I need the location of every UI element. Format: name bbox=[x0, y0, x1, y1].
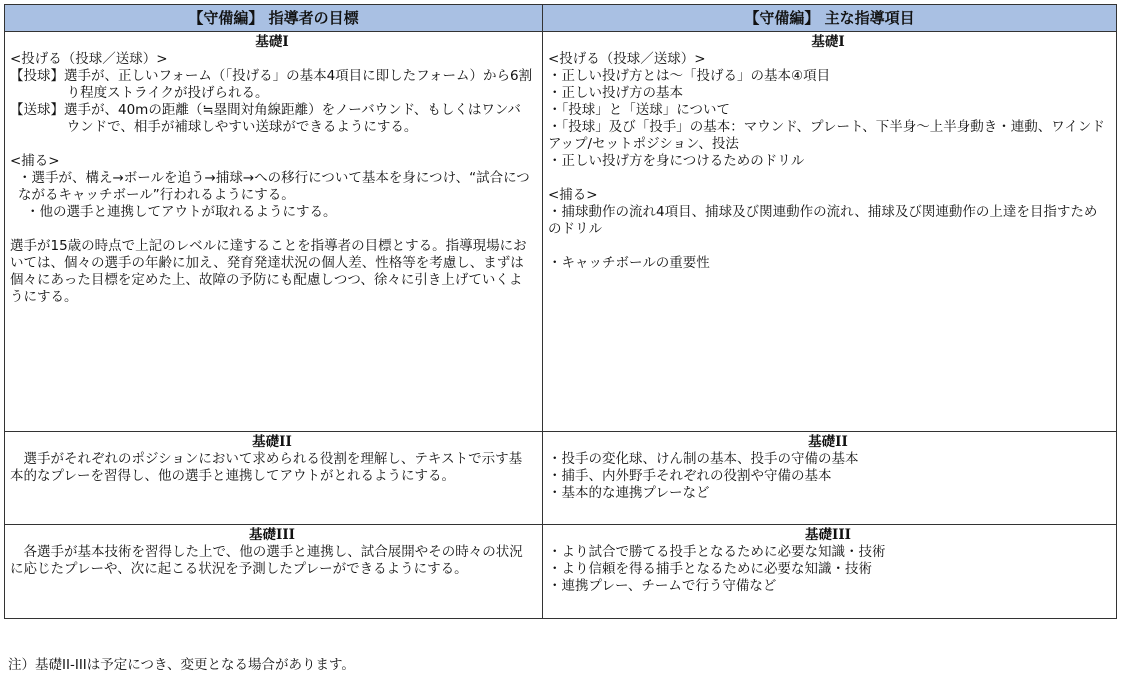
list-item: ・捕手、内外野手それぞれの役割や守備の基本 bbox=[548, 468, 832, 484]
catch-heading: <捕る> bbox=[10, 153, 60, 169]
level-label: 基礎III bbox=[805, 527, 851, 543]
throw-heading: <投げる（投球／送球）> bbox=[548, 51, 706, 67]
pitch-goal-text: 【投球】選手が、正しいフォーム（「投げる」の基本4項目に即したフォーム）から6割り程度ストライクが投げられる。 bbox=[10, 68, 533, 101]
table-header-row bbox=[5, 5, 1117, 32]
list-item: ・キャッチボールの重要性 bbox=[548, 255, 710, 271]
table-row-basic-3 bbox=[5, 525, 1117, 619]
list-item: ・捕球動作の流れ4項目、捕球及び関連動作の流れ、捕球及び関連動作の上達を目指すためのドリル bbox=[548, 204, 1098, 237]
basic-2-goal-text: 選手がそれぞれのポジションにおいて求められる役割を理解し、テキストで示す基本的なプレーを習得し、他の選手と連携してアウトがとれるようにする。 bbox=[10, 451, 523, 484]
footnote: 注）基礎II-IIIは予定につき、変更となる場合があります。 bbox=[8, 657, 355, 673]
guidance-sheet bbox=[4, 4, 1116, 619]
list-item: ・「投球」及び「投手」の基本：マウンド、プレート、下半身～上半身動き・連動、ワインドアップ/セットポジション、投法 bbox=[548, 119, 1105, 152]
catch-heading: <捕る> bbox=[548, 187, 598, 203]
list-item: ・正しい投げ方とは～「投げる」の基本④項目 bbox=[548, 68, 831, 84]
basic-2-items-cell bbox=[543, 432, 1117, 525]
send-goal-text: 【送球】選手が、40mの距離（≒塁間対角線距離）をノーバウンド、もしくはワンバウンドで、相手が補球しやすい送球ができるようにする。 bbox=[10, 102, 521, 135]
list-item: ・投手の変化球、けん制の基本、投手の守備の基本 bbox=[548, 451, 859, 467]
level-label: 基礎III bbox=[249, 527, 295, 543]
list-item: ・より信頼を得る捕手となるために必要な知識・技術 bbox=[548, 561, 872, 577]
list-item: ・基本的な連携プレーなど bbox=[548, 485, 710, 501]
basic-3-goal-text: 各選手が基本技術を習得した上で、他の選手と連携し、試合展開やその時々の状況に応じたプレーや、次に起こる状況を予測したプレーができるようにする。 bbox=[10, 544, 523, 577]
list-item: ・連携プレー、チームで行う守備など bbox=[548, 578, 777, 594]
goal-summary-text: 選手が15歳の時点で上記のレベルに達することを指導者の目標とする。指導現場においては、個々の選手の年齢に加え、発育発達状況の個人差、性格等を考慮し、まずは個々にあった目標を定めた上、故障の予防にも配慮しつつ、徐々に引き上げていくようにする。 bbox=[10, 238, 527, 305]
throw-heading: <投げる（投球／送球）> bbox=[10, 51, 168, 67]
basic-3-items-cell bbox=[543, 525, 1117, 619]
list-item: ・正しい投げ方の基本 bbox=[548, 85, 683, 101]
column-header-goals: 【守備編】 指導者の目標 bbox=[5, 5, 543, 32]
level-label: 基礎II bbox=[252, 434, 292, 450]
column-header-items: 【守備編】 主な指導項目 bbox=[543, 5, 1117, 32]
level-label: 基礎II bbox=[808, 434, 848, 450]
table-row-basic-2 bbox=[5, 432, 1117, 525]
list-item: ・正しい投げ方を身につけるためのドリル bbox=[548, 153, 805, 169]
basic-1-items-cell bbox=[543, 32, 1117, 432]
basic-2-goals-cell bbox=[5, 432, 543, 525]
catch-goal-text-1: ・選手が、構え→ボールを追う→捕球→への移行について基本を身につけ、“試合につながるキャッチボール”行われるようにする。 bbox=[18, 170, 530, 203]
basic-3-goals-cell bbox=[5, 525, 543, 619]
list-item: ・より試合で勝てる投手となるために必要な知識・技術 bbox=[548, 544, 886, 560]
list-item: ・「投球」と「送球」について bbox=[548, 102, 730, 118]
defense-guidance-table bbox=[4, 4, 1117, 619]
level-label: 基礎Ⅰ bbox=[811, 34, 845, 50]
basic-1-goals-cell bbox=[5, 32, 543, 432]
catch-goal-text-2: ・他の選手と連携してアウトが取れるようにする。 bbox=[26, 204, 337, 220]
level-label: 基礎Ⅰ bbox=[255, 34, 289, 50]
table-row-basic-1 bbox=[5, 32, 1117, 432]
